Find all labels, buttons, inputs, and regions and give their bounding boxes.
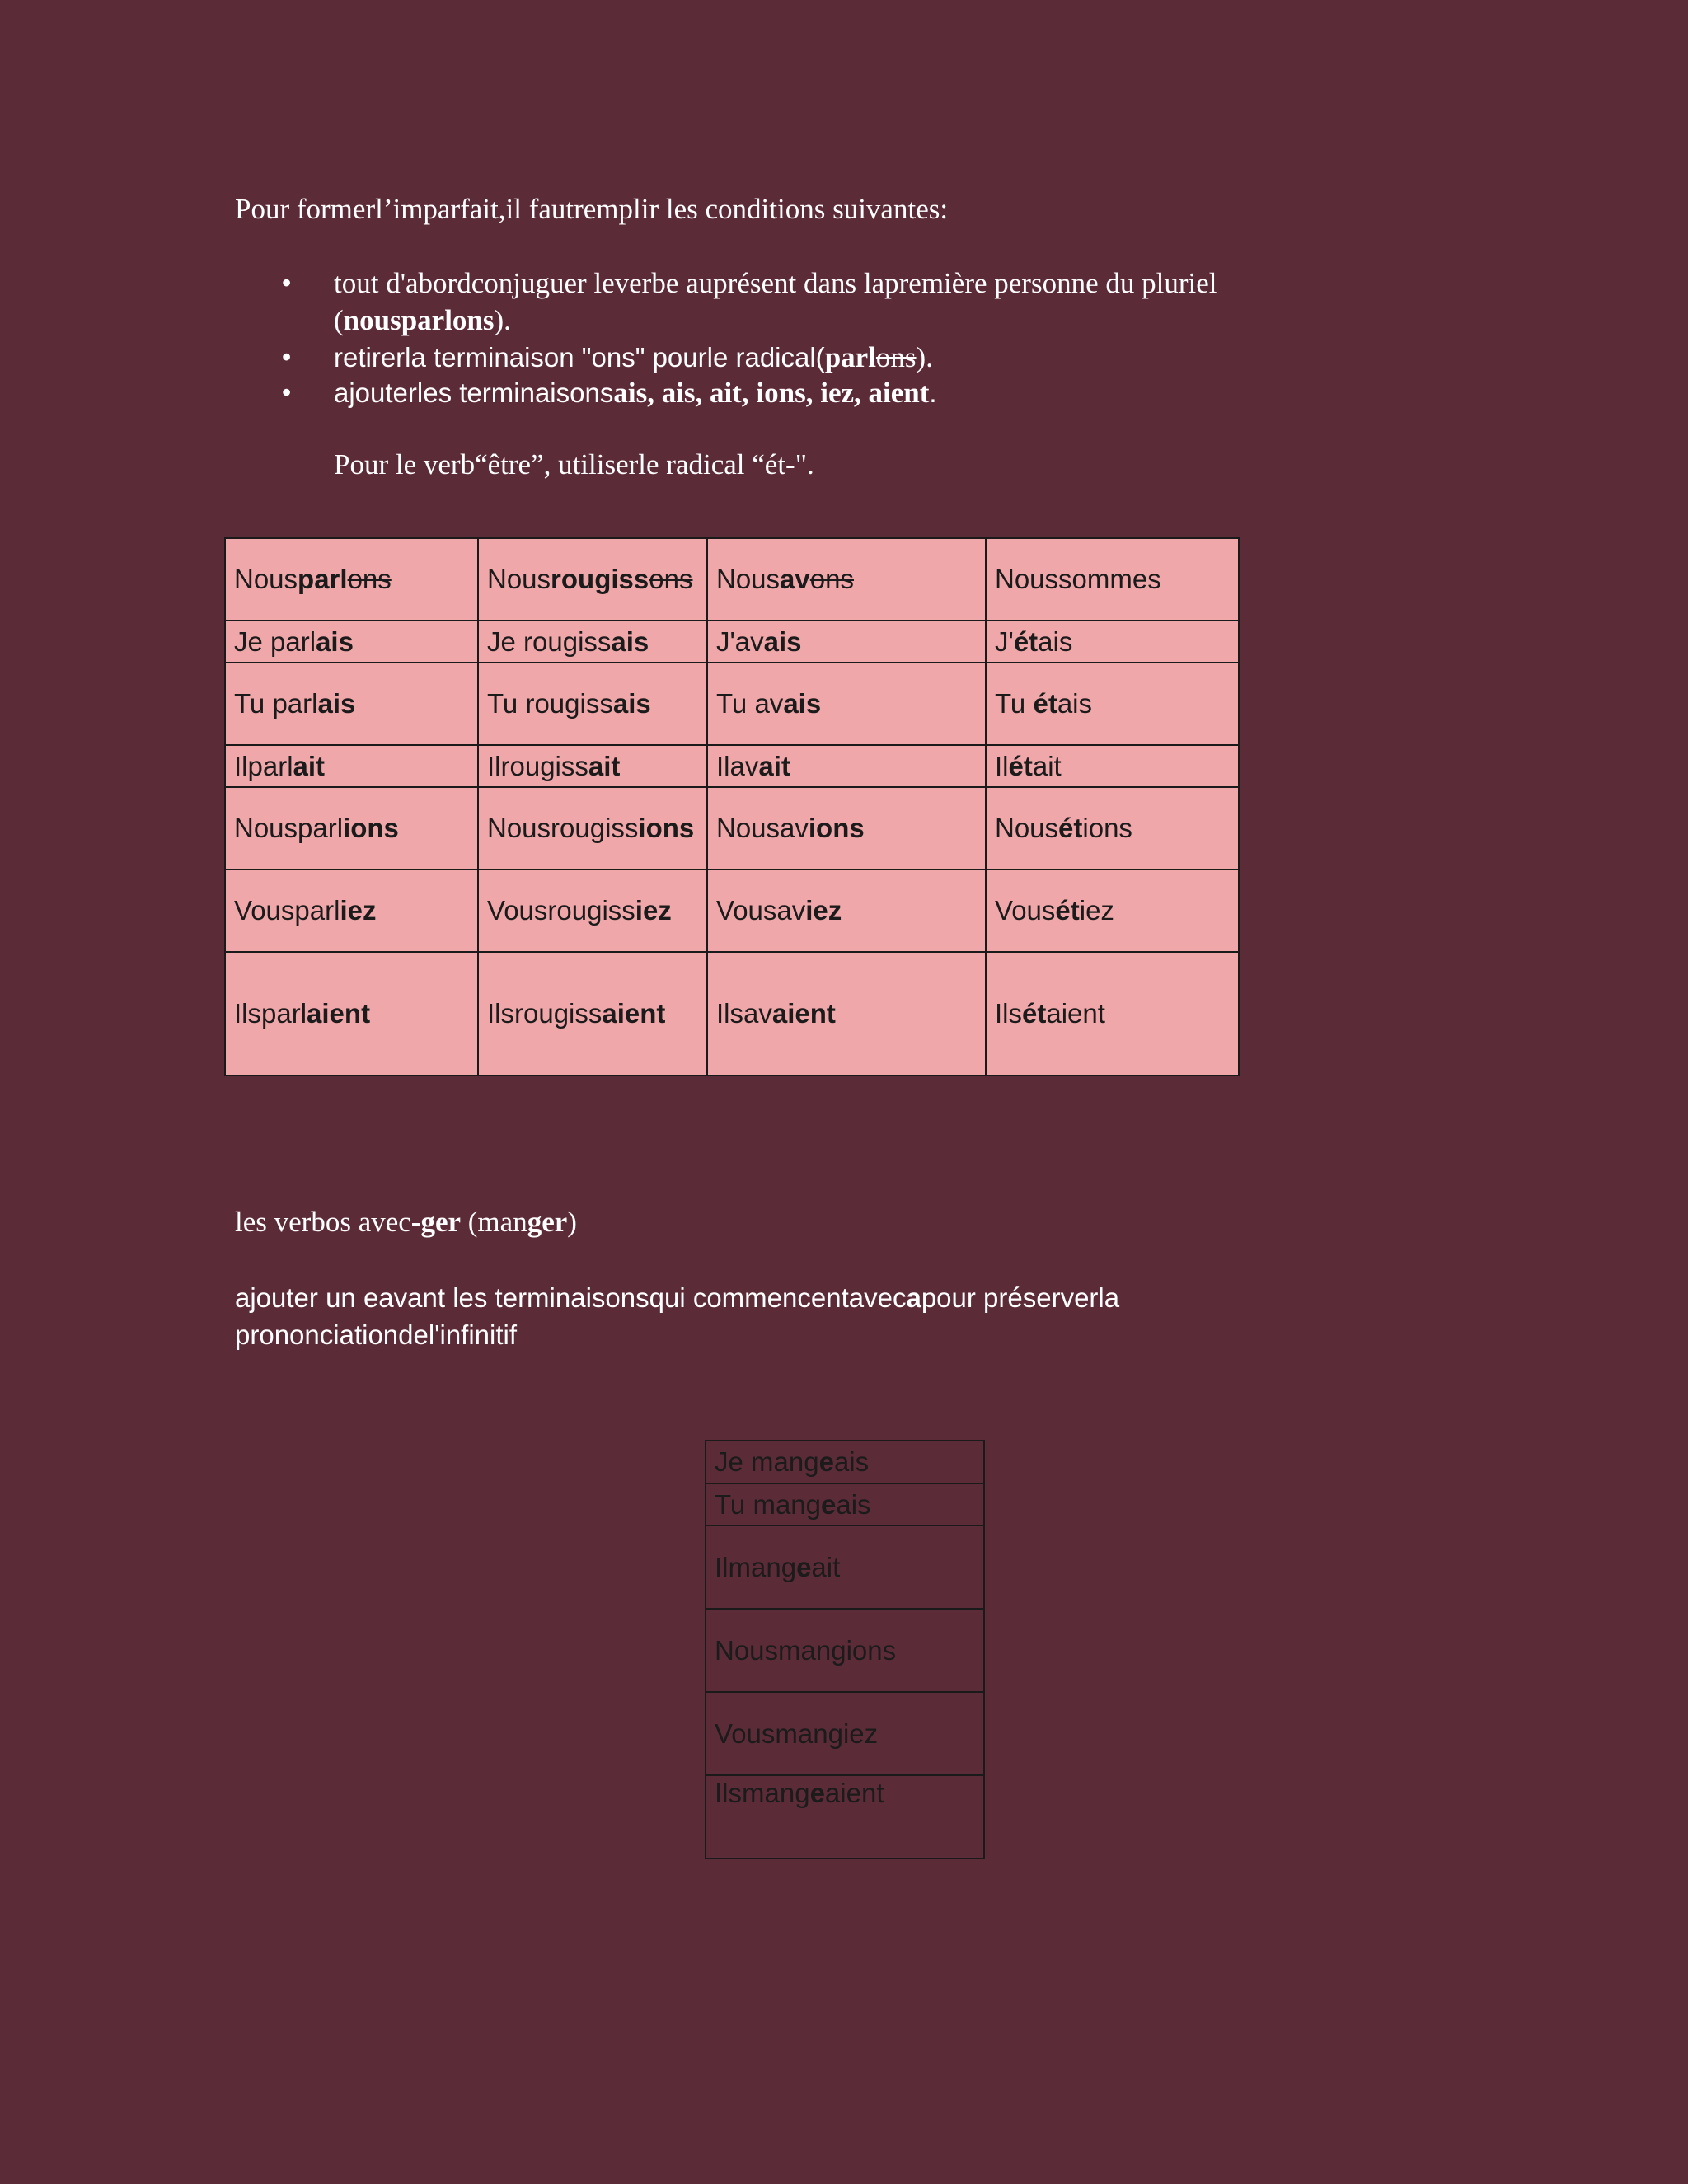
ger-title-suffix-bold: -ger [410,1206,462,1238]
table-cell [707,869,986,952]
cell-bold: aient [307,998,371,1029]
ger-title-mid: (man [461,1206,528,1238]
table-row [706,1441,984,1483]
ger-section-title [235,1206,577,1239]
cell-bold: ait [293,750,326,781]
cell-prefix: Vousmangiez [715,1718,879,1749]
cell-bold: ét [1033,688,1057,719]
table-cell [707,663,986,745]
cell-bold: ét [1058,813,1083,843]
cell-bold: ions [638,813,695,843]
cell-struck: ons [809,564,854,594]
table-row [706,1609,984,1692]
cell-suffix: iez [1079,895,1114,926]
table-cell [478,538,707,621]
table-cell [478,787,707,869]
cell-bold: ét [1013,626,1039,657]
cell-prefix: Nousparl [234,813,344,843]
list-item [334,265,1306,340]
bullet-paren-open: ( [334,304,344,336]
list-item [334,340,1306,375]
cell-prefix: Ilsav [716,998,772,1029]
cell-prefix: Je parl [234,626,316,657]
table-cell [986,952,1239,1076]
cell-prefix: Je mang [715,1446,819,1477]
cell-prefix: Nous [995,813,1059,843]
cell-prefix: Je rougiss [487,626,612,657]
table-cell [986,663,1239,745]
cell-bold: parl [298,564,348,594]
cell-suffix: ais [833,1446,870,1477]
cell-bold: av [780,564,810,594]
bullet-text: ajouterles terminaisons [334,377,614,408]
cell-suffix: aient [1046,998,1105,1029]
bullet-close: . [929,377,937,408]
table-row [225,621,1239,663]
cell-prefix: Tu av [716,688,784,719]
cell-suffix: ions [1082,813,1132,843]
ger-rule-bold: a [906,1282,921,1313]
cell-prefix: Vousrougiss [487,895,635,926]
bullet-paren-close: ). [494,304,511,336]
cell-prefix: Nousmangions [715,1634,897,1666]
cell-prefix: Tu parl [234,688,318,719]
cell-prefix: Ilsparl [234,998,307,1029]
cell-bold: ét [1055,895,1080,926]
cell-suffix: ais [836,1488,871,1520]
bullet-endings-bold: ais, ais, ait, ions, iez, aient [613,377,930,409]
conditions-list [334,265,1306,410]
ger-title-prefix: les verbos avec [235,1206,411,1238]
table-row [706,1483,984,1526]
intro-text: Pour formerl’imparfait,il fautremplir les conditions suivantes: [235,193,949,225]
cell-prefix: Ilsmang [715,1778,810,1808]
cell-bold: ions [808,813,865,843]
cell-bold: e [821,1488,837,1520]
cell-prefix: J'av [716,626,764,657]
cell-prefix: Nous [487,564,551,594]
cell-prefix: Ils [995,998,1022,1029]
cell-bold: aient [771,998,836,1029]
cell-prefix: Nousrougiss [487,813,639,843]
conjugation-table [224,537,1240,1076]
table-cell [707,952,986,1076]
cell-bold: ions [343,813,399,843]
cell-prefix: Nous [716,564,781,594]
cell-prefix: Tu rougiss [487,688,613,719]
table-cell [707,538,986,621]
cell-suffix: ait [1032,750,1062,781]
table-row [706,1526,984,1609]
cell-suffix: ais [1038,626,1073,657]
cell-prefix: Nousav [716,813,809,843]
cell-bold: ais [317,688,356,719]
cell-bold: e [818,1446,834,1477]
bullet-struck-ending: ons [875,341,917,373]
ger-rule-part2: pour préserverla prononciationdel'infinitif [235,1282,1120,1350]
cell-prefix: Ilmang [715,1551,797,1582]
bullet-text: tout d'abordconjuguer leverbe auprésent dans lapremière personne du pluriel [334,267,1217,299]
bullet-example-bold: nousparlons [343,304,495,336]
cell-bold: iez [340,895,377,926]
table-cell [986,787,1239,869]
cell-prefix: Ilsrougiss [487,998,603,1029]
table-cell [478,745,707,787]
cell-suffix: ait [811,1551,841,1582]
table-cell [225,621,478,663]
bullet-radical-bold: parl [824,341,876,373]
table-cell [986,621,1239,663]
cell-bold: ét [1022,998,1047,1029]
table-row [225,952,1239,1076]
etre-note: Pour le verb“être”, utiliserle radical “ét-". [334,448,814,480]
table-cell [986,538,1239,621]
cell-bold: aient [602,998,666,1029]
manger-table [705,1440,985,1859]
ger-rule-text [235,1279,1240,1353]
list-item [334,375,1306,410]
cell-suffix: aient [824,1778,884,1808]
cell-bold: ais [763,626,802,657]
table-cell [707,745,986,787]
table-cell [225,952,478,1076]
table-row [225,787,1239,869]
cell-prefix: Il [995,750,1009,781]
table-row [706,1692,984,1775]
table-row [225,745,1239,787]
cell-prefix: Tu [995,688,1034,719]
cell-struck: ons [649,564,693,594]
table-cell [478,621,707,663]
cell-prefix: Nous [234,564,298,594]
cell-bold: ait [588,750,621,781]
cell-bold: iez [635,895,672,926]
table-cell [706,1441,984,1483]
cell-prefix: J' [995,626,1014,657]
cell-prefix: Ilrougiss [487,750,588,781]
cell-bold: e [809,1778,825,1808]
table-row [225,663,1239,745]
table-cell [706,1609,984,1692]
table-row [706,1775,984,1858]
ger-title-example-bold: ger [527,1206,568,1238]
table-cell [706,1526,984,1609]
table-cell [225,745,478,787]
table-cell [225,538,478,621]
cell-bold: ais [612,688,651,719]
table-cell [478,869,707,952]
cell-prefix: Vousparl [234,895,340,926]
table-cell [707,787,986,869]
cell-prefix: Vousav [716,895,806,926]
cell-bold: rougiss [551,564,649,594]
ger-title-close: ) [567,1206,577,1238]
table-cell [707,621,986,663]
table-cell [225,787,478,869]
table-cell [986,869,1239,952]
table-cell [986,745,1239,787]
table-cell [706,1483,984,1526]
table-cell [478,663,707,745]
cell-suffix: ais [1057,688,1092,719]
table-cell [706,1692,984,1775]
ger-rule-part1: ajouter un eavant les terminaisonsqui commencentavec [235,1282,907,1313]
cell-bold: iez [805,895,842,926]
cell-prefix: Noussommes [995,564,1161,594]
cell-prefix: Ilav [716,750,759,781]
table-row [225,538,1239,621]
table-cell [225,869,478,952]
cell-bold: ét [1008,750,1033,781]
cell-bold: ait [758,750,790,781]
cell-prefix: Ilparl [234,750,293,781]
bullet-close: ). [916,341,933,373]
cell-prefix: Vous [995,895,1056,926]
table-row [225,869,1239,952]
cell-bold: e [796,1551,812,1582]
table-cell [706,1775,984,1858]
cell-bold: ais [611,626,649,657]
table-cell [225,663,478,745]
bullet-text: retirerla terminaison "ons" pourle radical( [334,342,825,373]
table-cell [478,952,707,1076]
cell-prefix: Tu mang [715,1488,822,1520]
cell-bold: ais [783,688,822,719]
cell-struck: ons [347,564,392,594]
cell-bold: ais [316,626,354,657]
